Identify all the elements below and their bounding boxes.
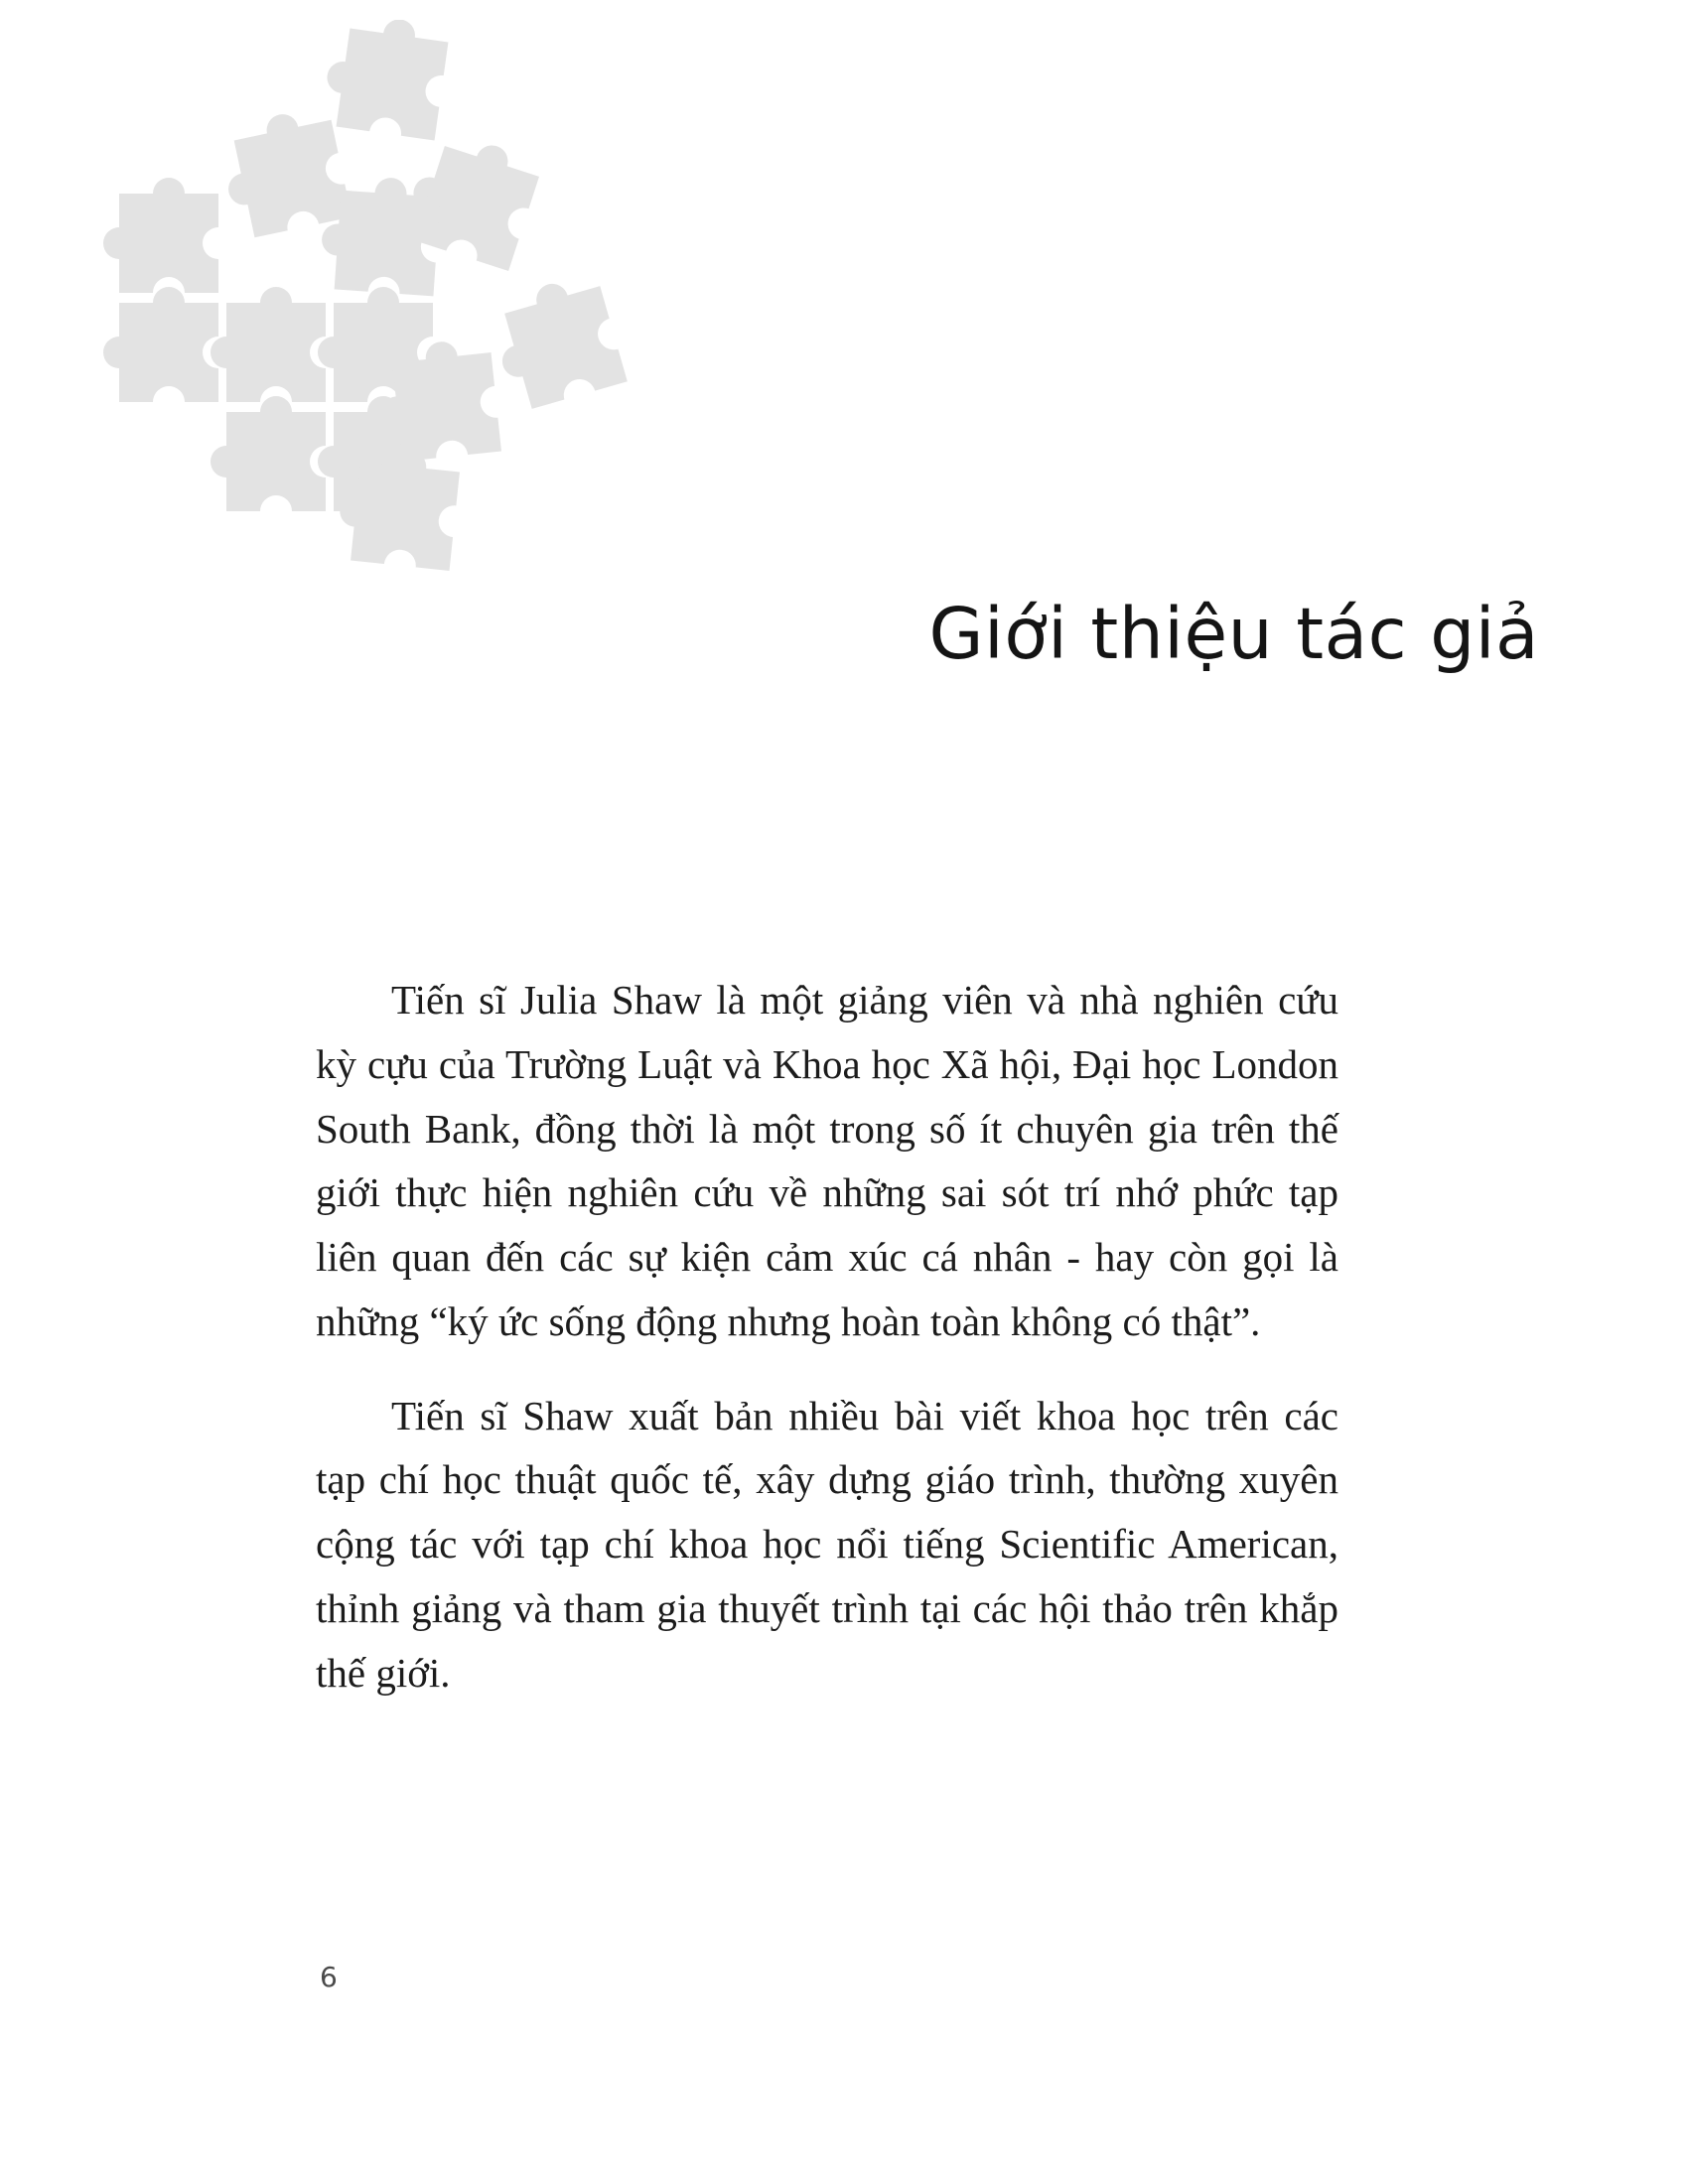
body-content (316, 968, 1338, 1705)
paragraph-2: Tiến sĩ Shaw xuất bản nhiều bài viết khoa học trên các tạp chí học thuật quốc tế, xây dựng giáo trình, thường xuyên cộng tác với tạp chí khoa học nổi tiếng Scientific American, thỉnh giảng và tham gia thuyết trình tại các hội thảo trên khắp thế giới. (316, 1392, 1338, 1696)
paragraph-1: Tiến sĩ Julia Shaw là một giảng viên và nhà nghiên cứu kỳ cựu của Trường Luật và Khoa học Xã hội, Đại học London South Bank, đồng thời là một trong số ít chuyên gia trên thế giới thực hiện nghiên cứu về những sai sót trí nhớ phức tạp liên quan đến các sự kiện cảm xúc cá nhân - hay còn gọi là những “ký ức sống động nhưng hoàn toàn không có thật”. (316, 977, 1338, 1344)
page-title: Giới thiệu tác giả (928, 593, 1539, 675)
page-number: 6 (320, 1961, 338, 1993)
page-title-block (0, 593, 1539, 675)
